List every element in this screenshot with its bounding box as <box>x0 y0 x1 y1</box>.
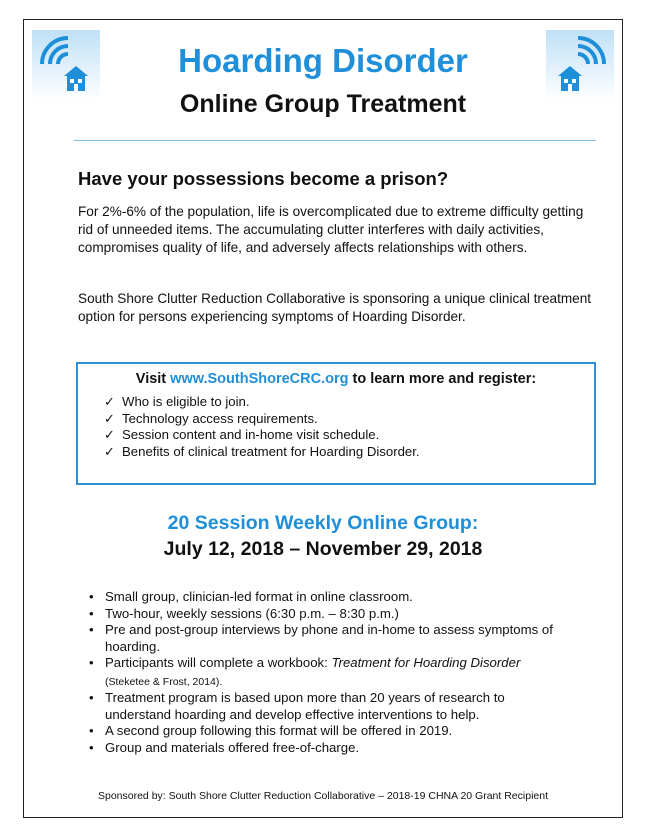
page-subtitle: Online Group Treatment <box>179 90 467 118</box>
checkmark-icon: ✓ <box>104 410 116 426</box>
list-item: • Group and materials offered free-of-charge. <box>84 740 554 757</box>
checkmark-icon: ✓ <box>104 443 116 459</box>
visit-checklist <box>104 394 420 460</box>
workbook-title: Treatment for Hoarding Disorder <box>331 655 521 670</box>
visit-heading <box>78 371 594 387</box>
list-item: ✓ Who is eligible to join. <box>104 394 250 409</box>
checkmark-icon: ✓ <box>104 427 116 442</box>
list-item: • Treatment program is based upon more than 20 years of research to understand hoarding and develop effective interventions to help. <box>84 690 554 723</box>
list-item: • Pre and post-group interviews by phone and in-home to assess symptoms of hoarding. <box>84 622 554 655</box>
session-title: 20 Session Weekly Online Group: <box>167 512 479 534</box>
citation: (Steketee & Frost, 2014). <box>105 675 223 688</box>
visit-suffix: to learn more and register: <box>348 371 537 387</box>
flyer-frame <box>23 19 623 818</box>
list-item: ✓ Technology access requirements. <box>104 410 318 426</box>
list-item: ✓ Session content and in-home visit schedule. <box>104 427 380 442</box>
website-link[interactable]: www.SouthShoreCRC.org <box>170 371 349 387</box>
list-item: • Participants will complete a workbook: Treatment for Hoarding Disorder (Steketee & Frost, 2014). <box>84 655 554 690</box>
list-item: • A second group following this format will be offered in 2019. <box>84 723 554 740</box>
checkmark-icon: ✓ <box>104 394 116 409</box>
list-item: • Small group, clinician-led format in online classroom. <box>84 589 554 606</box>
list-item: • Two-hour, weekly sessions (6:30 p.m. – 8:30 p.m.) <box>84 606 554 623</box>
page-title: Hoarding Disorder <box>178 42 468 79</box>
divider <box>74 140 596 141</box>
visit-box <box>76 362 596 485</box>
sponsor-footer: Sponsored by: South Shore Clutter Reduction Collaborative – 2018-19 CHNA 20 Grant Recipient <box>97 790 548 802</box>
sponsor-paragraph: South Shore Clutter Reduction Collaborative is sponsoring a unique clinical treatment option for persons experiencing symptoms of Hoarding Disorder. <box>78 291 592 324</box>
intro-paragraph: For 2%-6% of the population, life is overcomplicated due to extreme difficulty getting rid of unneeded items. The accumulating clutter interferes with daily activities, compromises quality of life, and adversely affects relationships with others. <box>78 204 584 255</box>
visit-prefix: Visit <box>135 371 171 387</box>
intro-heading: Have your possessions become a prison? <box>78 168 449 189</box>
list-item: ✓ Benefits of clinical treatment for Hoarding Disorder. <box>104 443 420 459</box>
details-list <box>84 589 554 756</box>
session-dates: July 12, 2018 – November 29, 2018 <box>163 538 483 560</box>
